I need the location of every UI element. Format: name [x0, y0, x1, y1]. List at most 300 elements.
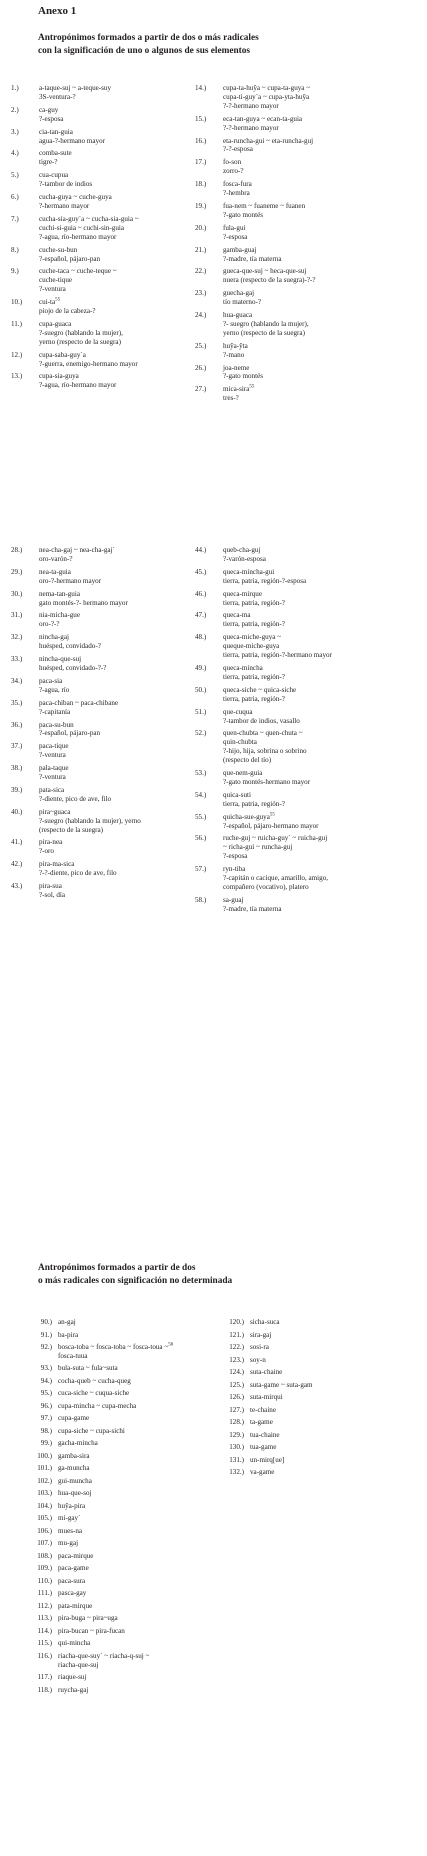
list-item	[11, 860, 141, 878]
entry-number: 128.)	[229, 1418, 244, 1426]
entries-column-3	[11, 546, 141, 904]
entry-text: tua-game	[250, 1443, 277, 1451]
list-item	[195, 708, 332, 726]
entry-number: 111.)	[37, 1589, 52, 1598]
list-item	[195, 158, 316, 176]
entry-gloss	[39, 686, 141, 695]
list-item	[195, 546, 332, 564]
entry-gloss	[223, 298, 316, 307]
entry-gloss	[223, 145, 316, 154]
entry-text: nincha-que-suj	[39, 655, 82, 664]
entry-number: 26.)	[195, 363, 207, 372]
entry-text: huy̆a-y̆ta	[223, 341, 248, 350]
entry-text: sosi-ra	[250, 1343, 269, 1351]
entry-number: 117.)	[37, 1673, 52, 1682]
list-item	[30, 1377, 173, 1386]
entry-name	[223, 246, 316, 255]
entry-text: soy-n	[250, 1355, 266, 1364]
list-item	[222, 1418, 313, 1427]
entry-number: 40.)	[11, 807, 23, 816]
entry-name	[39, 171, 139, 180]
entry-text: oro-varón-?	[39, 554, 73, 563]
list-item	[195, 568, 332, 586]
entry-gloss	[223, 189, 316, 198]
entry-name	[58, 1331, 173, 1340]
list-item	[30, 1464, 173, 1473]
list-item	[30, 1331, 173, 1340]
entry-number: 113.)	[37, 1614, 52, 1623]
entry-text: fua-nem ~ fuaneme ~ fuanen	[223, 201, 306, 210]
entry-text: cuche-su-bun	[39, 245, 78, 254]
entry-number: 101.)	[37, 1464, 52, 1473]
list-item	[30, 1564, 173, 1573]
entry-text: cupa-saba-guy`a	[39, 350, 86, 359]
entry-name	[58, 1414, 173, 1423]
entry-number: 130.)	[229, 1443, 244, 1451]
entry-number: 49.)	[195, 663, 207, 672]
list-item	[30, 1627, 173, 1636]
entry-text: tres-?	[223, 394, 239, 403]
list-item	[222, 1443, 313, 1452]
entry-gloss	[223, 852, 332, 861]
entry-text: ?-gato montés	[223, 372, 263, 381]
entry-gloss	[223, 673, 332, 682]
entries-column-6	[222, 1318, 313, 1481]
entry-text: cupa-siche ~ cupa-sichi	[58, 1426, 125, 1435]
list-item	[195, 202, 316, 220]
list-item	[30, 1402, 173, 1411]
entry-number: 4.)	[11, 149, 19, 158]
entry-gloss	[223, 351, 316, 360]
entry-gloss	[223, 320, 316, 329]
entry-text: gui-muncha	[58, 1476, 92, 1485]
entry-name	[58, 1614, 173, 1623]
annex-title: Anexo 1	[38, 5, 77, 17]
list-item	[195, 611, 332, 629]
entry-text: quin-chubta	[223, 738, 257, 747]
entry-number: 31.)	[11, 611, 23, 620]
entry-name	[58, 1514, 173, 1523]
entry-number: 20.)	[195, 223, 207, 232]
heading-line: Antropónimos formados a partir de dos	[38, 1263, 196, 1273]
entry-text: va-game	[250, 1468, 275, 1476]
entry-name	[58, 1589, 173, 1598]
entry-name	[223, 289, 316, 298]
entry-gloss	[58, 1661, 173, 1670]
entry-text: sira-gaj	[250, 1330, 272, 1339]
entry-gloss	[39, 869, 141, 878]
entry-number: 21.)	[195, 245, 207, 254]
entry-text: ?-esposa	[223, 232, 248, 241]
entry-number: 116.)	[37, 1651, 52, 1660]
entry-text: quica-suti	[223, 790, 251, 799]
entry-text: tigre-?	[39, 158, 58, 167]
entry-text: queca-mincha	[223, 663, 263, 672]
entry-text: huésped, convidado-?	[39, 642, 101, 651]
list-item	[195, 769, 332, 787]
entry-number: 126.)	[229, 1393, 244, 1401]
entry-text: fosca-fura	[223, 180, 252, 189]
entry-number: 45.)	[195, 567, 207, 576]
entry-text: ?-español, pájaro-hermano mayor	[223, 821, 319, 830]
entry-gloss	[223, 717, 332, 726]
entry-number: 37.)	[11, 742, 23, 751]
entry-name	[223, 84, 316, 93]
entry-name	[39, 215, 139, 224]
entry-gloss	[223, 329, 316, 338]
entry-text: gamba-guaj	[223, 245, 257, 254]
entry-name	[223, 224, 316, 233]
entry-text: ?-mano	[223, 350, 245, 359]
entry-name	[39, 149, 139, 158]
entry-name	[58, 1527, 173, 1536]
entry-gloss	[39, 255, 139, 264]
entry-number: 100.)	[37, 1451, 52, 1460]
entry-text: tierra, patria, región-?	[223, 694, 285, 703]
heading-line: o más radicales con significación no determinada	[38, 1276, 233, 1286]
entry-number: 102.)	[37, 1476, 52, 1485]
entry-text: ba-pira	[58, 1330, 79, 1339]
entry-text: (respecto de la suegra)	[39, 825, 104, 834]
entry-number: 131.)	[229, 1455, 244, 1464]
entry-name	[223, 865, 332, 874]
entry-name	[223, 834, 332, 843]
entry-name	[39, 298, 139, 307]
entry-text: ?-ventura	[39, 751, 66, 760]
entry-number: 91.)	[40, 1330, 52, 1339]
list-item	[195, 137, 316, 155]
entry-number: 13.)	[11, 372, 23, 381]
entry-number: 112.)	[37, 1601, 52, 1610]
entry-number: 54.)	[195, 790, 207, 799]
entry-name	[39, 267, 139, 276]
entry-name	[223, 385, 316, 394]
entry-text: cua-cupua	[39, 171, 69, 180]
entry-text: ~ richa-gui ~ runcha-guj	[223, 843, 293, 852]
entry-text: nema-tan-guia	[39, 589, 80, 598]
entry-text: ?-agua, río	[39, 685, 70, 694]
entry-name	[39, 351, 139, 360]
entry-number: 105.)	[37, 1514, 52, 1523]
list-item	[11, 106, 139, 124]
list-item	[30, 1452, 173, 1461]
entry-name	[223, 664, 332, 673]
list-item	[11, 171, 139, 189]
entry-number: 94.)	[40, 1376, 52, 1385]
entry-text: ?-ventura	[39, 773, 66, 782]
entry-number: 36.)	[11, 720, 23, 729]
section-heading-1	[38, 32, 259, 58]
entry-name	[39, 611, 141, 620]
entry-text: eta-runcha-gui ~ eta-runcha-guj	[223, 136, 314, 145]
entry-name	[39, 633, 141, 642]
entry-gloss	[223, 372, 316, 381]
entry-number: 56.)	[195, 834, 207, 843]
list-item	[11, 351, 139, 369]
entry-text: ?-hermano mayor	[39, 201, 90, 210]
list-item	[30, 1539, 173, 1548]
entry-text: queca-mincha-gui	[223, 567, 275, 576]
entry-number: 42.)	[11, 860, 23, 869]
list-item	[11, 655, 141, 673]
list-item	[11, 786, 141, 804]
list-item	[195, 267, 316, 285]
list-item	[11, 699, 141, 717]
entry-text: hua-que-soj	[58, 1489, 92, 1498]
entry-number: 92.)	[40, 1343, 52, 1351]
list-item	[222, 1393, 313, 1402]
entry-number: 114.)	[37, 1626, 52, 1635]
entry-number: 109.)	[37, 1564, 52, 1573]
list-item	[222, 1431, 313, 1440]
entry-name	[250, 1468, 313, 1477]
entry-name	[39, 128, 139, 137]
list-item	[30, 1639, 173, 1648]
entry-text: ?-gato montés-hermano mayor	[223, 777, 311, 786]
entry-text: ?-suegro (hablando la mujer),	[39, 328, 123, 337]
entry-name	[58, 1377, 173, 1386]
entry-text: queb-cha-guj	[223, 546, 261, 554]
entry-gloss	[223, 738, 332, 747]
entry-text: quicha-sue-guya	[223, 812, 270, 821]
list-item	[195, 686, 332, 704]
entry-text: sa-guaj	[223, 895, 244, 904]
entry-text: paca-su-bun	[39, 720, 74, 729]
entry-number: 30.)	[11, 589, 23, 598]
entry-text: mi-gay`	[58, 1514, 81, 1523]
entry-text: ?-capitán o cacique, amarillo, amigo,	[223, 874, 328, 883]
entry-gloss	[39, 276, 139, 285]
entry-number: 17.)	[195, 158, 207, 167]
entry-number: 33.)	[11, 655, 23, 664]
entry-name	[58, 1364, 173, 1373]
list-item	[195, 342, 316, 360]
list-item	[195, 246, 316, 264]
entry-text: te-chaine	[250, 1405, 276, 1414]
list-item	[195, 834, 332, 861]
entry-gloss	[39, 338, 139, 347]
entry-text: ?-español, pájaro-pan	[39, 254, 101, 263]
entry-gloss	[39, 817, 141, 826]
entry-text: paca-sia	[39, 676, 63, 685]
entry-number: 118.)	[37, 1685, 52, 1694]
footnote-marker: 55	[269, 812, 275, 818]
entry-number: 98.)	[40, 1426, 52, 1435]
entry-text: ?-varón-esposa	[223, 554, 266, 563]
list-item	[11, 721, 141, 739]
entry-text: queca-siche ~ quica-siche	[223, 685, 297, 694]
entry-text: gueca-que-suj ~ heca-que-suj	[223, 267, 307, 276]
list-item	[195, 364, 316, 382]
entry-gloss	[223, 843, 332, 852]
entry-number: 120.)	[229, 1318, 244, 1326]
entry-text: paca-tique	[39, 742, 69, 751]
entry-gloss	[223, 211, 316, 220]
list-item	[195, 896, 332, 914]
entry-number: 16.)	[195, 136, 207, 145]
entry-text: ?-hijo, hija, sobrina o sobrino	[223, 747, 307, 756]
entry-text: an-gaj	[58, 1318, 76, 1326]
list-item	[30, 1389, 173, 1398]
section-heading-2	[38, 1262, 232, 1288]
entry-gloss	[223, 233, 316, 242]
entry-text: nea-ta-guia	[39, 567, 71, 576]
entry-name	[223, 180, 316, 189]
entry-name	[58, 1577, 173, 1586]
entry-name	[223, 896, 332, 905]
entry-name	[58, 1343, 173, 1352]
list-item	[195, 180, 316, 198]
entry-text: ?-?-diente, pico de ave, filo	[39, 869, 117, 878]
list-item	[30, 1577, 173, 1586]
entry-text: cia-tan-guia	[39, 127, 73, 136]
entry-gloss	[223, 800, 332, 809]
entry-text: suta-chaine	[250, 1368, 283, 1376]
entry-gloss	[223, 756, 332, 765]
entry-text: oro-?-hermano mayor	[39, 576, 102, 585]
entry-text: yerno (respecto de la suegra)	[223, 328, 305, 337]
entry-name	[223, 568, 332, 577]
heading-line: con la significación de uno o algunos de sus elementos	[38, 46, 251, 56]
entry-number: 57.)	[195, 865, 207, 874]
entry-gloss	[39, 381, 139, 390]
entry-text: riacha-que-suy` ~ riacha-q-suj ~	[58, 1651, 150, 1660]
entry-number: 132.)	[229, 1468, 244, 1476]
list-item	[11, 677, 141, 695]
list-item	[11, 742, 141, 760]
entry-number: 3.)	[11, 127, 19, 136]
entry-text: cupa-ti-guy`a ~ cupa-yta-huy̆a	[223, 92, 310, 101]
entry-gloss	[223, 747, 332, 756]
entry-gloss	[223, 599, 332, 608]
entry-gloss	[39, 115, 139, 124]
entry-number: 50.)	[195, 685, 207, 694]
list-item	[11, 246, 139, 264]
entry-name	[39, 106, 139, 115]
entry-gloss	[39, 891, 141, 900]
entry-gloss	[39, 158, 139, 167]
entry-text: ?-gato montés	[223, 210, 263, 219]
entry-name	[223, 686, 332, 695]
entry-number: 96.)	[40, 1401, 52, 1410]
list-item	[30, 1502, 173, 1511]
entry-text: sicha-suca	[250, 1318, 280, 1326]
entry-name	[223, 137, 316, 146]
entry-text: ?-español, pájaro-pan	[39, 729, 101, 738]
entry-number: 1.)	[11, 84, 19, 92]
entry-name	[39, 764, 141, 773]
entry-number: 46.)	[195, 589, 207, 598]
entry-gloss	[223, 642, 332, 651]
list-item	[11, 149, 139, 167]
entry-name	[223, 546, 332, 555]
entry-name	[250, 1368, 313, 1377]
entry-text: huy̆a-pira	[58, 1501, 86, 1510]
list-item	[30, 1527, 173, 1536]
entry-text: pira~guaca	[39, 807, 71, 816]
entry-name	[250, 1381, 313, 1390]
entry-name	[58, 1318, 173, 1327]
entry-text: pata-sica	[39, 785, 65, 794]
entry-number: 35.)	[11, 698, 23, 707]
entry-text: ?-madre, tía materna	[223, 904, 282, 913]
entry-gloss	[39, 93, 139, 102]
list-item	[195, 289, 316, 307]
entry-text: ?-esposa	[39, 114, 64, 123]
entry-number: 121.)	[229, 1330, 244, 1339]
entry-text: cui-ta	[39, 298, 56, 307]
list-item	[11, 298, 139, 316]
entry-text: pira-bucan ~ pira-fucan	[58, 1626, 125, 1635]
entry-text: ruche-guj ~ ruicha-guy` ~ ruicha-guj	[223, 834, 328, 843]
entry-text: tierra, patria, región-?-hermano mayor	[223, 651, 332, 660]
entry-number: 95.)	[40, 1389, 52, 1398]
list-item	[30, 1318, 173, 1327]
entry-text: queque-miche-guya	[223, 642, 280, 651]
list-item	[11, 128, 139, 146]
entry-name	[223, 729, 332, 738]
footnote-marker: 55	[55, 297, 61, 303]
entry-text: ?-oro	[39, 847, 54, 856]
entry-text: ?-suegro (hablando la mujer), yerno	[39, 816, 141, 825]
entry-number: 11.)	[11, 319, 22, 328]
entry-text: cuche-tique	[39, 276, 73, 285]
entry-name	[39, 320, 139, 329]
entry-number: 97.)	[40, 1414, 52, 1423]
entry-number: 29.)	[11, 567, 23, 576]
list-item	[195, 115, 316, 133]
entry-name	[223, 611, 332, 620]
entry-text: ?-agua, río-hermano mayor	[39, 381, 117, 390]
list-item	[30, 1439, 173, 1448]
entry-text: suta-game ~ suta-gam	[250, 1380, 313, 1389]
entry-gloss	[223, 276, 316, 285]
entry-name	[39, 193, 139, 202]
entry-number: 103.)	[37, 1489, 52, 1498]
entry-name	[58, 1464, 173, 1473]
list-item	[195, 813, 332, 831]
entry-name	[39, 546, 141, 555]
list-item	[222, 1343, 313, 1352]
entry-number: 5.)	[11, 171, 19, 180]
entry-number: 7.)	[11, 214, 19, 223]
entry-text: ?-hembra	[223, 189, 250, 198]
entry-text: cucha-sia-guy`a ~ cucha-sia-guia ~	[39, 214, 139, 223]
entries-column-4	[195, 546, 332, 918]
entry-name	[250, 1393, 313, 1402]
entry-name	[39, 677, 141, 686]
entry-text: ?-agua, río-hermano mayor	[39, 232, 117, 241]
entry-text: a-taque-suj ~ a-teque-suy	[39, 84, 111, 92]
entry-text: un-mirq[ue]	[250, 1455, 285, 1464]
entry-number: 115.)	[37, 1639, 52, 1648]
entry-name	[223, 364, 316, 373]
entry-name	[39, 372, 139, 381]
list-item	[30, 1427, 173, 1436]
entry-gloss	[223, 394, 316, 403]
entry-text: nincha-gaj	[39, 633, 69, 642]
entry-name	[58, 1552, 173, 1561]
entry-text: yerno (respecto de la suegra)	[39, 337, 121, 346]
entry-number: 58.)	[195, 895, 207, 904]
entry-text: tío materno-?	[223, 298, 262, 307]
list-item	[11, 193, 139, 211]
entry-name	[58, 1389, 173, 1398]
entry-text: zorro-?	[223, 167, 244, 176]
entry-text: pala-taque	[39, 764, 69, 773]
entry-text: cupa-guaca	[39, 319, 72, 328]
entry-number: 32.)	[11, 633, 23, 642]
